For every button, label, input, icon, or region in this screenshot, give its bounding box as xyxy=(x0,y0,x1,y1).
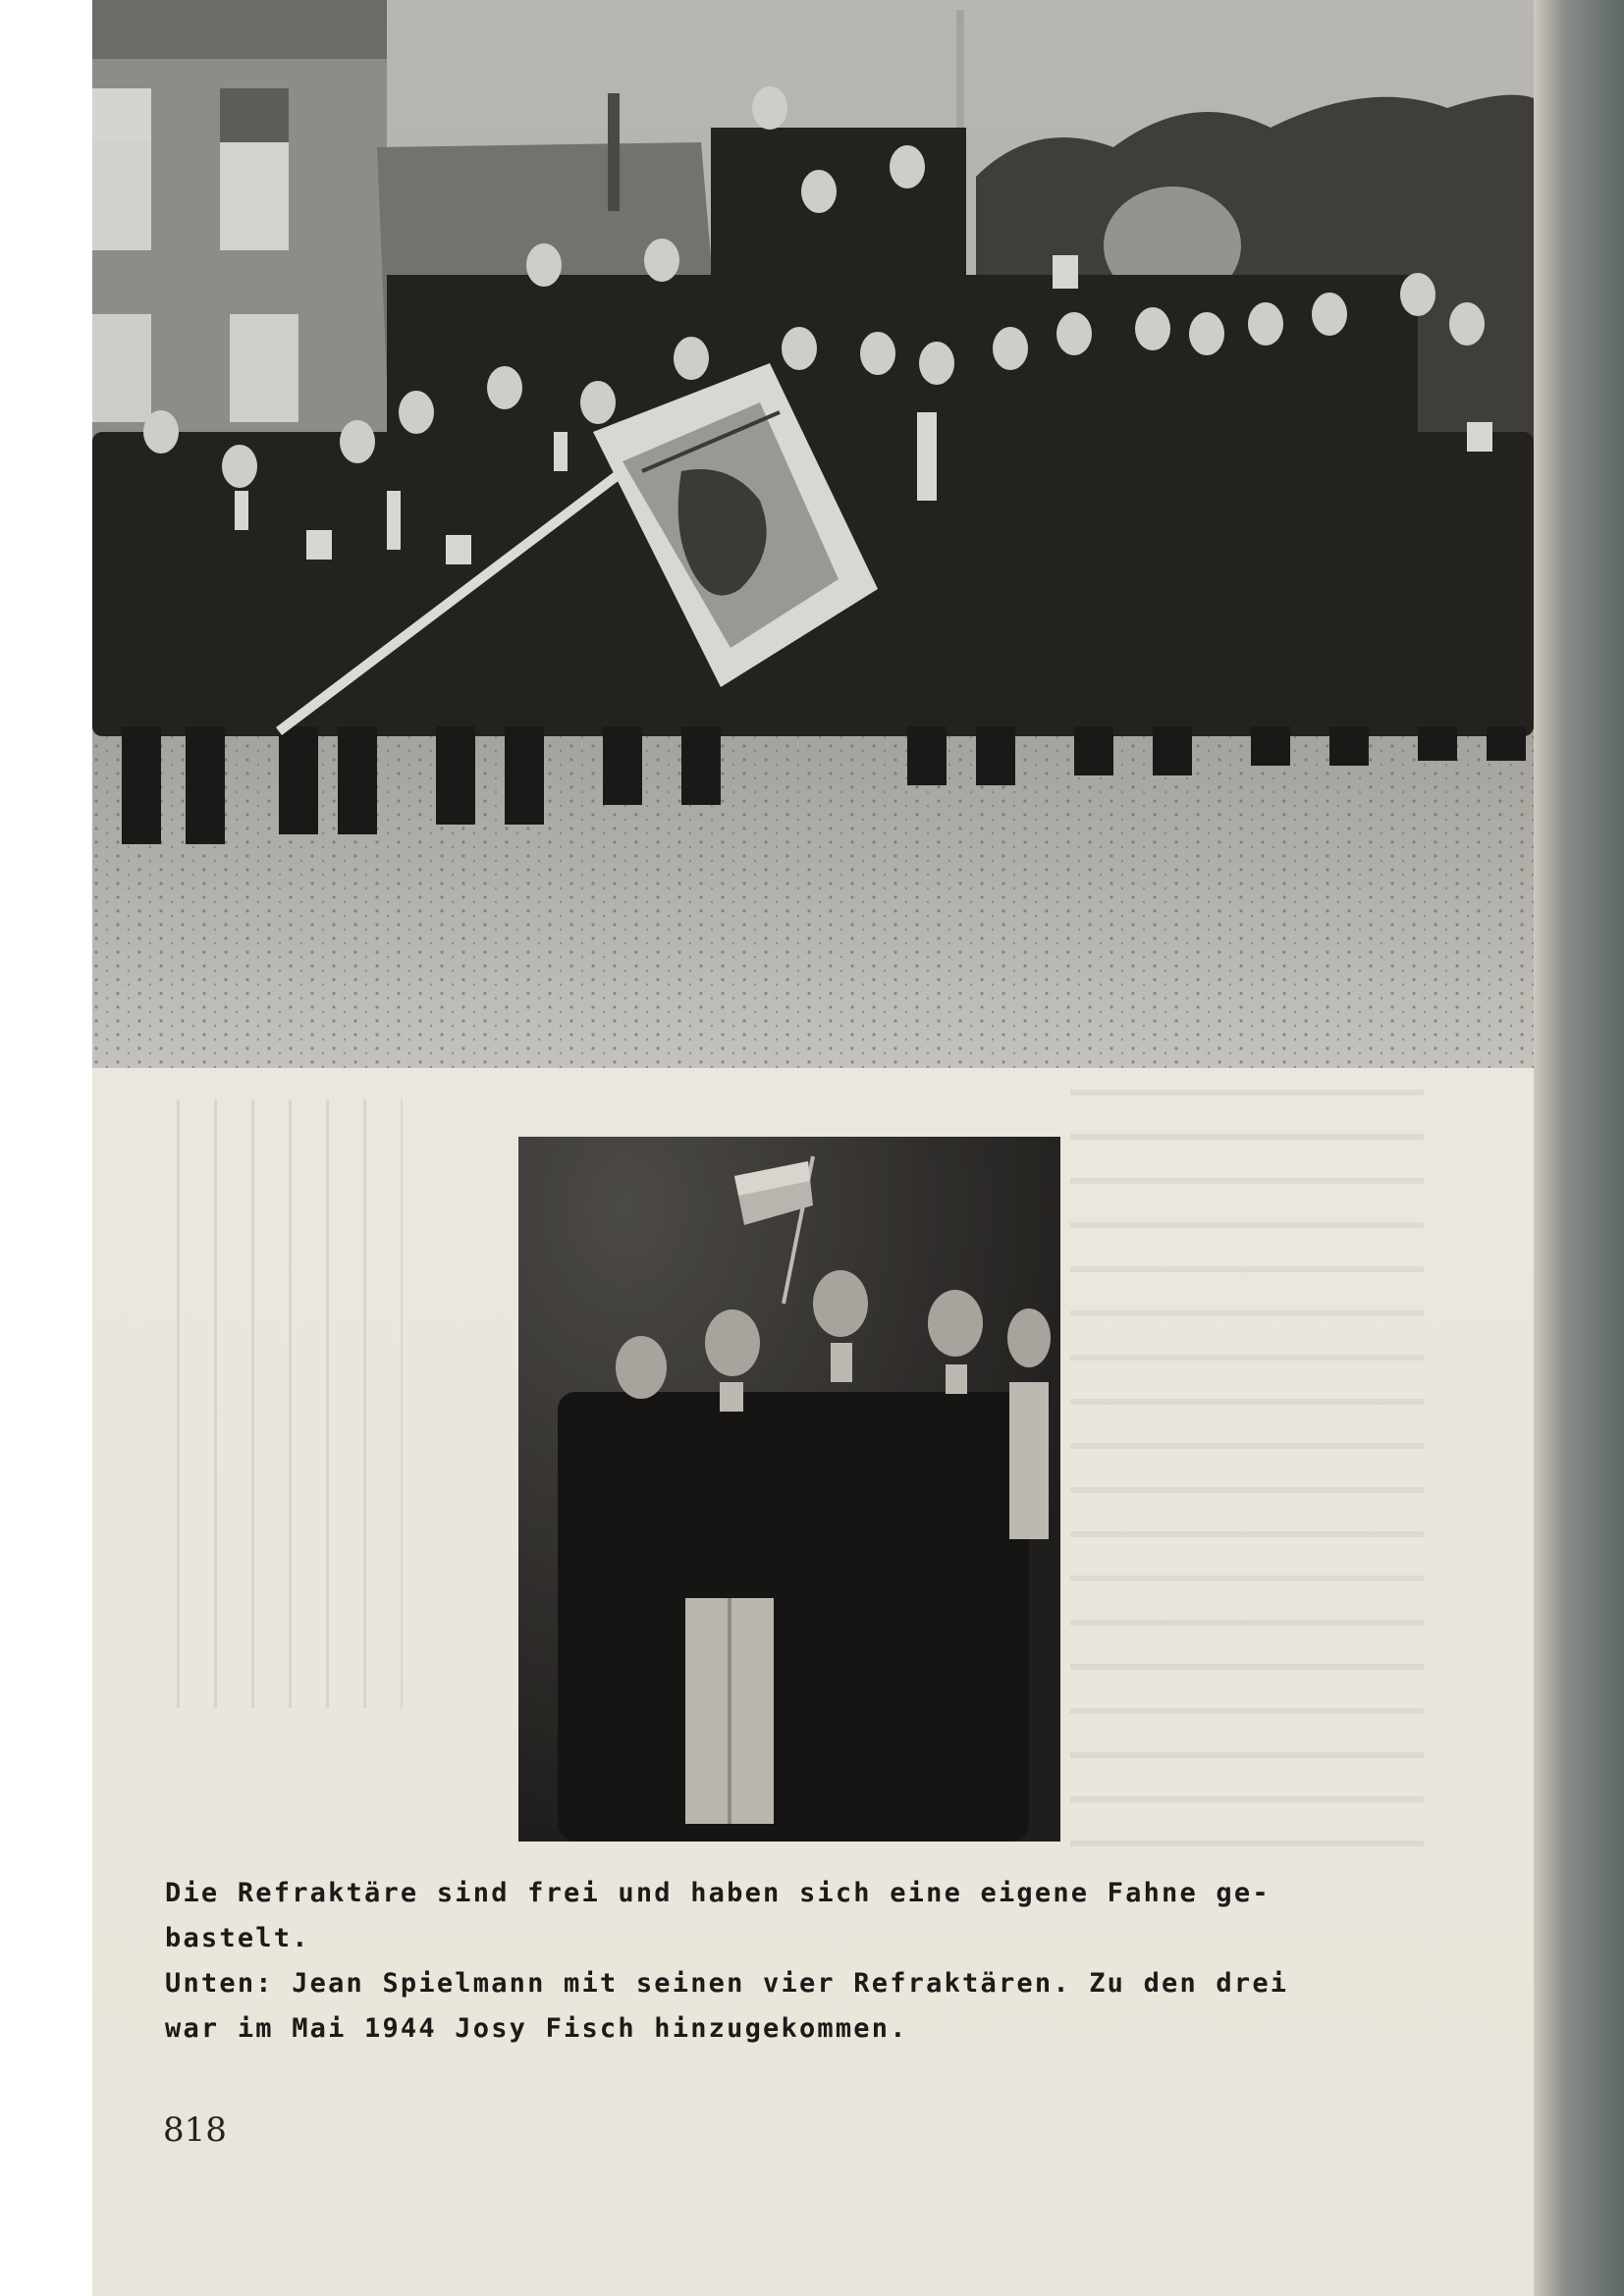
background-left xyxy=(0,0,92,2296)
photo-jean-spielmann-with-refractories xyxy=(518,1137,1060,1842)
page-number: 818 xyxy=(163,2110,227,2150)
background-right xyxy=(1534,0,1624,2296)
photo-refractories-with-flag xyxy=(92,0,1534,1068)
photo-caption xyxy=(165,1871,1404,2052)
caption-line: war im Mai 1944 Josy Fisch hinzugekommen. xyxy=(165,2013,908,2044)
bleed-through-text-left xyxy=(177,1099,403,1708)
caption-line: Die Refraktäre sind frei und haben sich eine eigene Fahne ge- xyxy=(165,1878,1271,1908)
bleed-through-text-right xyxy=(1070,1090,1424,1875)
caption-line: Unten: Jean Spielmann mit seinen vier Refraktären. Zu den drei xyxy=(165,1968,1289,1999)
caption-line: bastelt. xyxy=(165,1923,310,1953)
